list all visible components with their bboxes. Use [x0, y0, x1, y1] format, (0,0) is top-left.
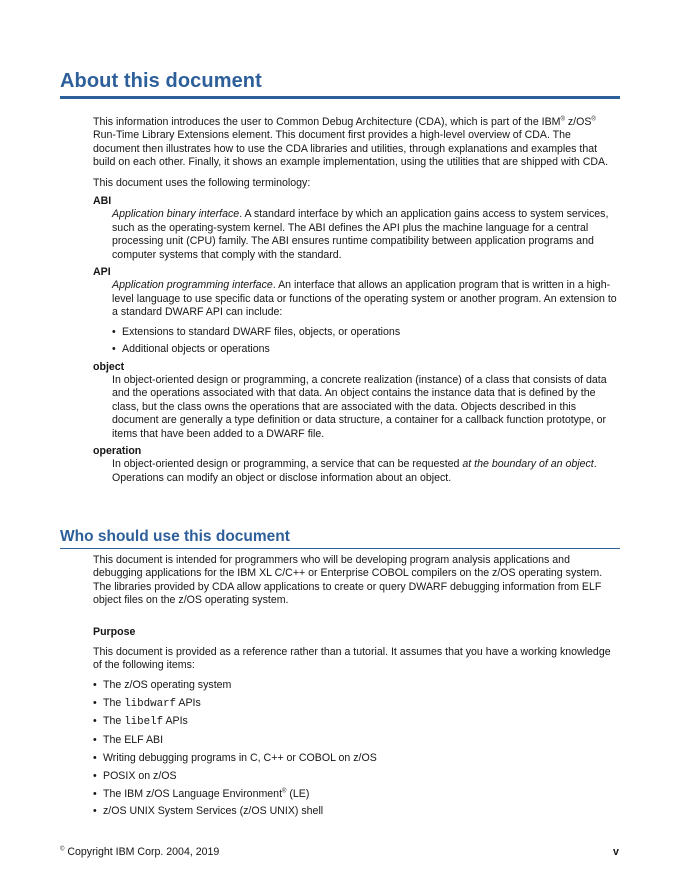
- list-item: • z/OS UNIX System Services (z/OS UNIX) shell: [93, 805, 620, 818]
- list-item: • The libdwarf APIs: [93, 697, 620, 711]
- list-item: • Writing debugging programs in C, C++ or COBOL on z/OS: [93, 752, 620, 765]
- definition-api: Application programming interface. An interface that allows an application program that is written in a high-level language to use specific data or functions of the operating system or another program. An extension to a standard DWARF API can include:: [112, 279, 617, 319]
- intro-paragraph: This information introduces the user to Common Debug Architecture (CDA), which is part of the IBM® z/OS® Run-Time Library Extensions element. This document first provides a high-level overview of CDA. The document then illustrates how to use the CDA libraries and utilities, through explanations and examples that build on each other. Finally, it shows an example implementation, using the utilities that are shipped with CDA.: [93, 116, 609, 169]
- terminology-intro: This document uses the following terminology:: [93, 176, 311, 189]
- definition-abi: Application binary interface. A standard interface by which an application gains access to system services, such as the operating-system kernel. The ABI defines the API plus the machine language for a central processing unit (CPU) family. The ABI ensures runtime compatibility between application programs and computer systems that comply with the standard.: [112, 208, 609, 261]
- term-abi: ABI: [93, 195, 112, 208]
- section-title-who: Who should use this document: [60, 528, 290, 545]
- prerequisite-list: [93, 679, 620, 819]
- list-item: • Additional objects or operations: [112, 343, 620, 356]
- page-number: v: [613, 846, 619, 858]
- who-section: [93, 554, 620, 823]
- list-item: • The ELF ABI: [93, 734, 620, 747]
- list-item: • Extensions to standard DWARF files, objects, or operations: [112, 326, 620, 339]
- audience-paragraph: This document is intended for programmers who will be developing program analysis applications and debugging applications for the IBM XL C/C++ or Enterprise COBOL compilers on the z/OS operating system. The libraries provided by CDA allow applications to create or query DWARF debugging information from ELF object files on the z/OS operating system.: [93, 554, 603, 607]
- copyright-notice: © Copyright IBM Corp. 2004, 2019: [60, 846, 220, 858]
- list-item: • The IBM z/OS Language Environment® (LE): [93, 788, 620, 801]
- definition-object: In object-oriented design or programming, a concrete realization (instance) of a class that consists of data and the operations associated with that data. An object contains the instance data that is defined by the class, but the class owns the operations that are associated with the data. Objects described in this document are generally a type definition or data structure, a container for a callback function prototype, or items that have been added to a DWARF file.: [112, 373, 607, 440]
- term-api: API: [93, 266, 111, 279]
- section-rule: [60, 548, 620, 549]
- purpose-paragraph: This document is provided as a reference rather than a tutorial. It assumes that you have a working knowledge of the following items:: [93, 646, 611, 672]
- list-item: • POSIX on z/OS: [93, 770, 620, 783]
- term-operation: operation: [93, 444, 142, 457]
- list-item: • The libelf APIs: [93, 715, 620, 729]
- api-extension-list: [112, 326, 620, 357]
- list-item: • The z/OS operating system: [93, 679, 620, 692]
- about-section: [93, 116, 620, 485]
- page-title: About this document: [60, 70, 262, 92]
- term-object: object: [93, 360, 125, 373]
- purpose-heading: Purpose: [93, 625, 136, 638]
- title-rule: [60, 96, 620, 99]
- definition-operation: In object-oriented design or programming, a service that can be requested at the boundary of an object. Operations can modify an object or disclose information about an object.: [112, 458, 597, 484]
